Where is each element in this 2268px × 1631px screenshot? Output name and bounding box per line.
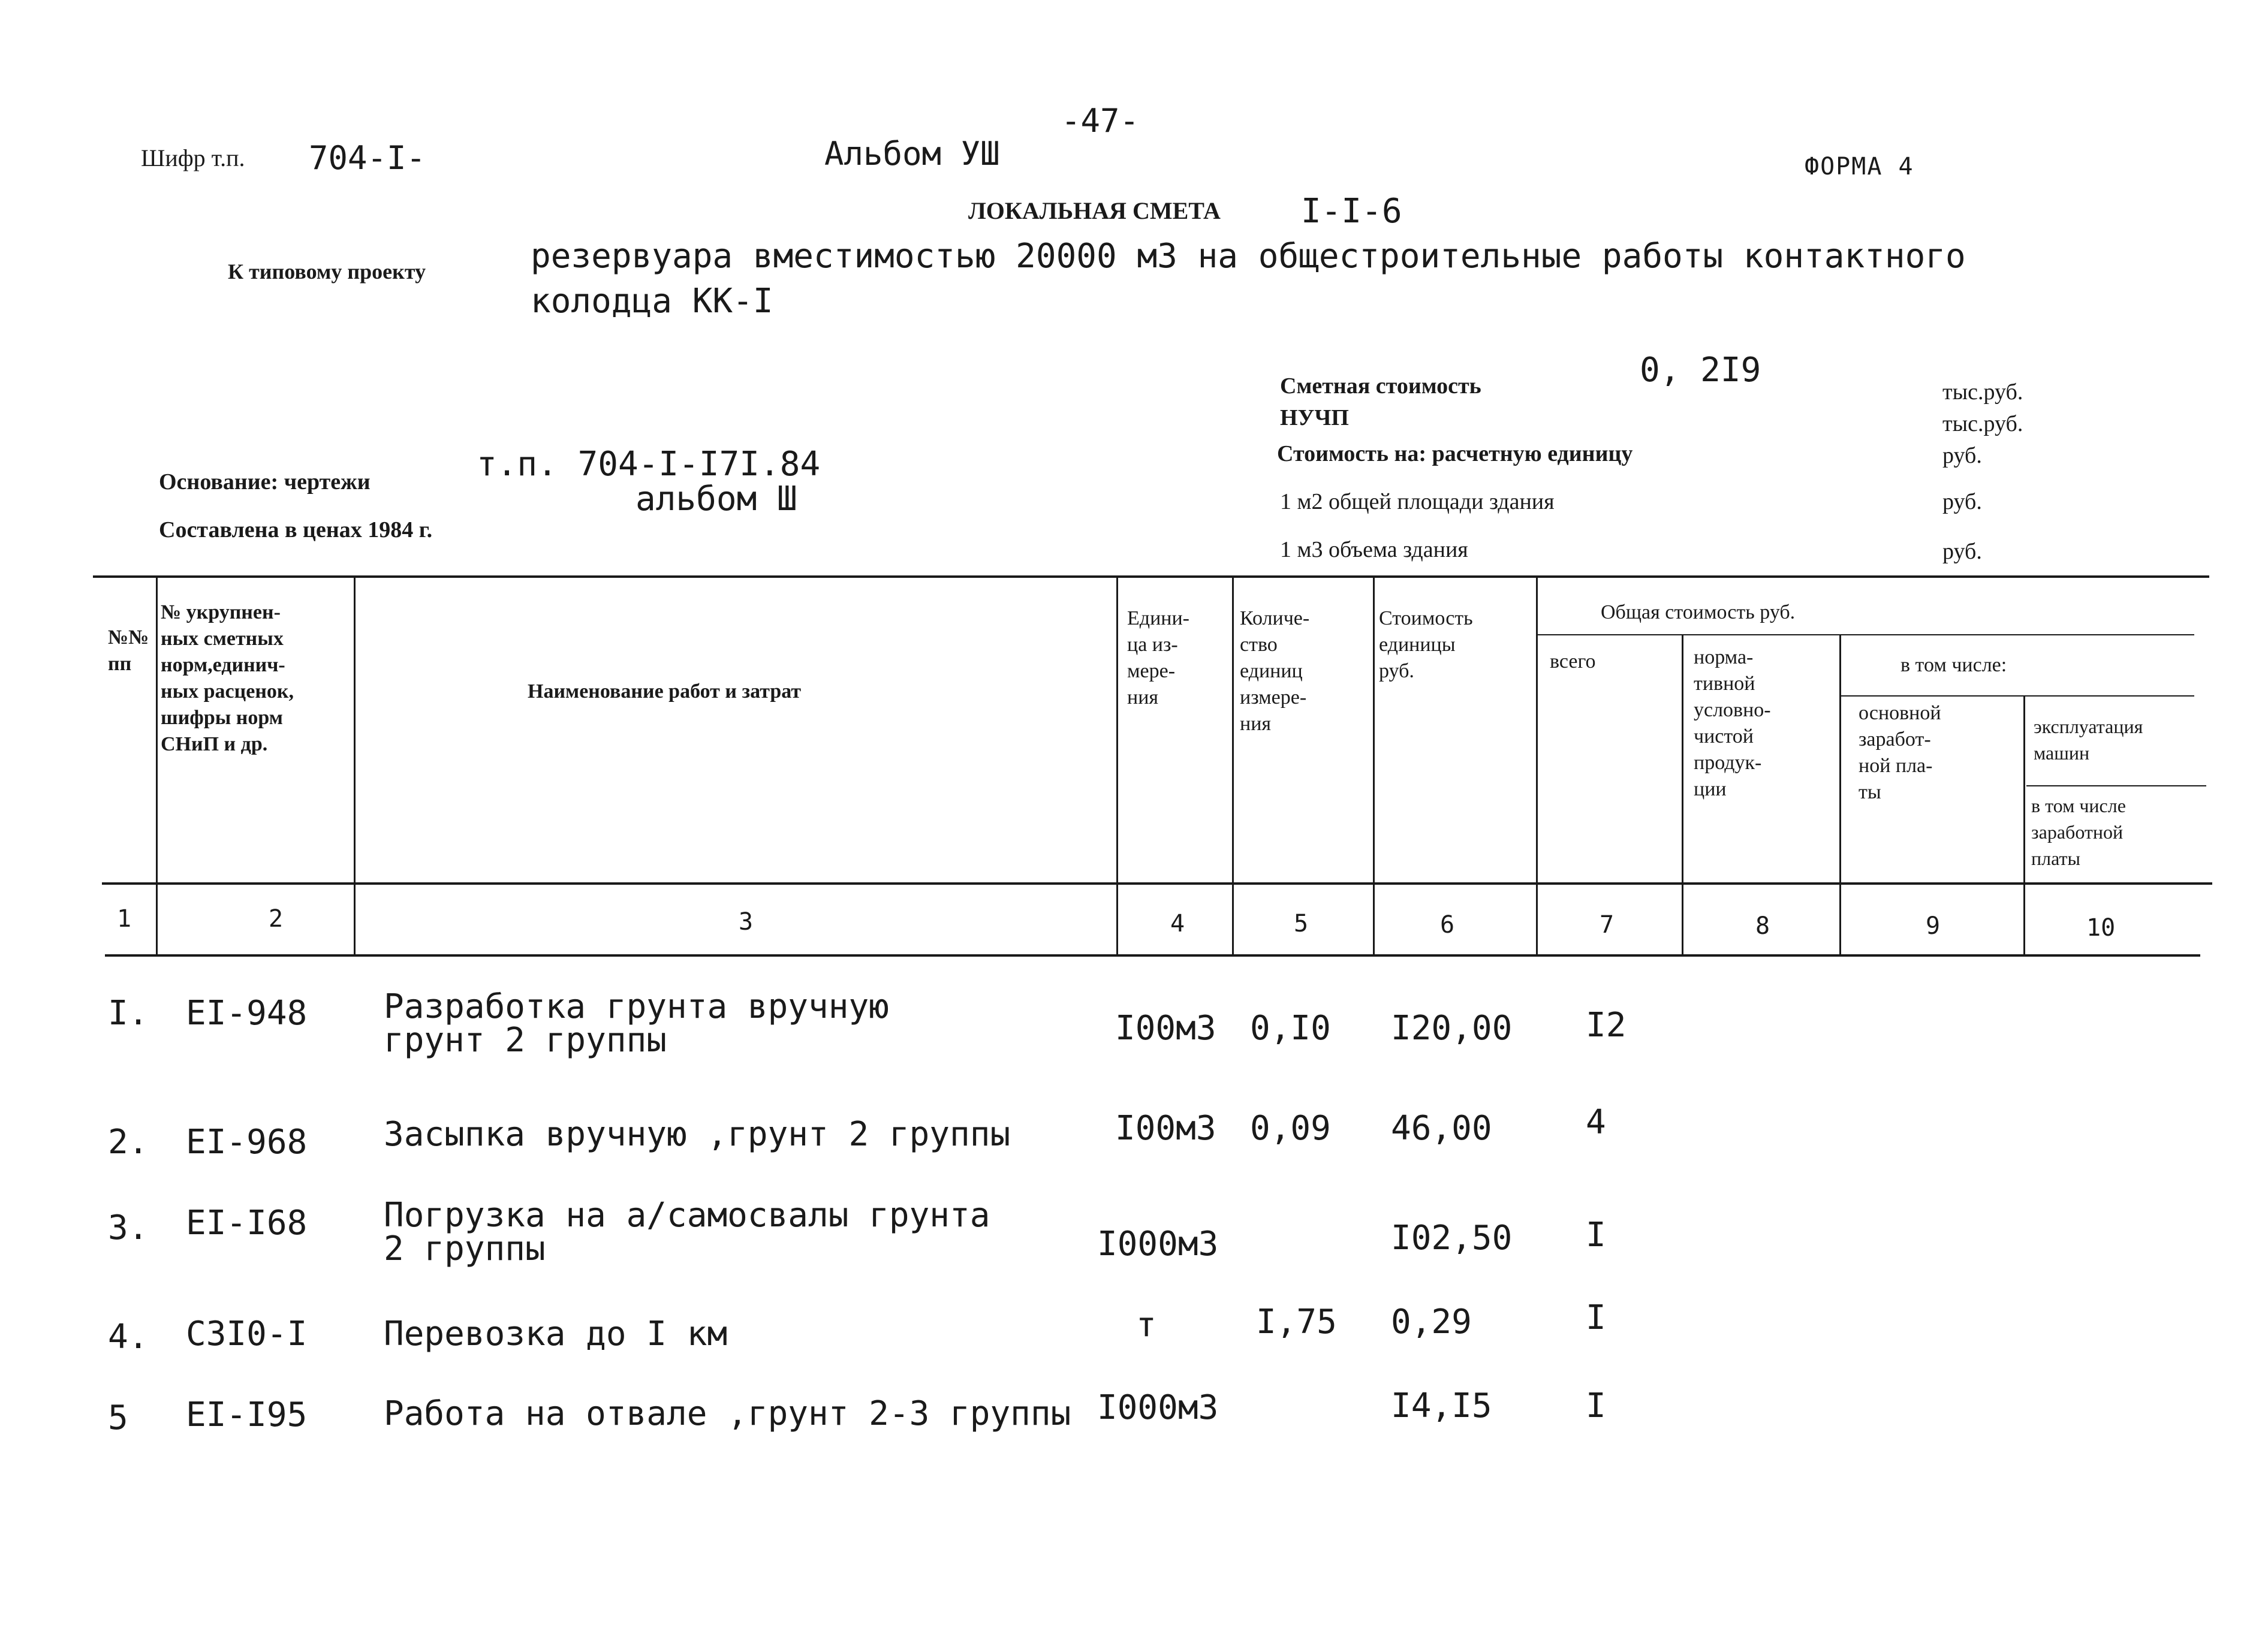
- row-unit: I000м3: [1097, 1388, 1219, 1427]
- column-number: 8: [1755, 912, 1770, 940]
- row-unit-price: I02,50: [1391, 1219, 1513, 1258]
- row-quantity: I,75: [1256, 1303, 1337, 1341]
- col-divider-1: [156, 577, 158, 954]
- row-total: I2: [1586, 1006, 1627, 1045]
- col-divider-5: [1373, 577, 1375, 954]
- row-name-line2: 2 группы: [384, 1229, 546, 1268]
- column-number: 7: [1600, 911, 1615, 939]
- col-divider-4: [1232, 577, 1234, 954]
- col-divider-6: [1536, 577, 1538, 954]
- row-unit: т: [1136, 1306, 1156, 1344]
- header-c6: Стоимость единицы руб.: [1379, 607, 1473, 682]
- col-divider-2: [354, 577, 356, 954]
- column-number: 4: [1170, 910, 1185, 937]
- row-code: C3I0-I: [186, 1315, 308, 1353]
- estimated-cost-unit: тыс.руб.: [1942, 379, 2023, 405]
- basis-value: т.п. 704-I-I7I.84: [477, 445, 821, 484]
- document-number: I-I-6: [1301, 192, 1402, 231]
- row-unit: I00м3: [1115, 1109, 1216, 1148]
- row-quantity: 0,I0: [1250, 1009, 1331, 1048]
- row-unit-price: I4,I5: [1391, 1386, 1492, 1425]
- estimated-cost-label: Сметная стоимость: [1280, 373, 1481, 399]
- row-code: EI-948: [186, 994, 308, 1033]
- row-unit-price: 0,29: [1391, 1303, 1472, 1341]
- header-c10: эксплуатация машин: [2034, 716, 2143, 764]
- row-code: EI-968: [186, 1123, 308, 1162]
- table-top-rule: [93, 575, 2209, 578]
- col-divider-7: [1682, 635, 1683, 954]
- col-divider-3: [1116, 577, 1118, 954]
- header-total-group: Общая стоимость руб.: [1601, 601, 1796, 623]
- shifr-label: Шифр т.п.: [141, 144, 245, 171]
- row-name: [384, 1116, 1010, 1153]
- row-total: I: [1586, 1386, 1606, 1425]
- document-title: ЛОКАЛЬНАЯ СМЕТА: [968, 197, 1221, 224]
- header-incl: в том числе:: [1900, 654, 2007, 676]
- row-name: [384, 1316, 727, 1353]
- to-project-label: К типовому проекту: [228, 260, 426, 284]
- column-number: 5: [1294, 910, 1309, 937]
- header-c10-sub: в том числе заработной платы: [2031, 795, 2126, 869]
- prices-year-label: Составлена в ценах 1984 г.: [159, 517, 433, 542]
- header-c1: №№ пп: [108, 626, 149, 675]
- row-name: [384, 987, 889, 1060]
- form-label: ФОРМА 4: [1805, 153, 1914, 180]
- col-divider-9: [2023, 697, 2025, 954]
- column-number: 1: [117, 905, 132, 933]
- row-number: 5: [108, 1398, 128, 1437]
- row-name-line2: грунт 2 группы: [384, 1021, 667, 1060]
- column-numbers-bottom-rule: [105, 954, 2200, 957]
- row-total: 4: [1586, 1103, 1606, 1142]
- row-unit: I00м3: [1115, 1009, 1216, 1048]
- column-number: 10: [2086, 914, 2116, 942]
- row-quantity: 0,09: [1250, 1109, 1331, 1148]
- header-c9: основной заработ- ной пла- ты: [1859, 702, 1941, 803]
- row-total: I: [1586, 1298, 1606, 1337]
- row-number: 4.: [108, 1318, 149, 1356]
- row-code: EI-I68: [186, 1204, 308, 1243]
- row-total: I: [1586, 1216, 1606, 1255]
- row-number: 2.: [108, 1123, 149, 1162]
- cost-per-unit-label: Стоимость на: расчетную единицу: [1277, 441, 1633, 466]
- group-header-rule: [1538, 634, 2194, 635]
- row-name-line1: Работа на отвале ,грунт 2-3 группы: [384, 1394, 1071, 1433]
- column-number: 9: [1926, 912, 1941, 940]
- cost-per-m3-label: 1 м3 объема здания: [1280, 537, 1468, 562]
- album-label: Альбом УШ: [824, 135, 1000, 173]
- row-unit: I000м3: [1097, 1225, 1219, 1264]
- project-description-line2: колодца КК-I: [531, 282, 773, 321]
- row-number: I.: [108, 994, 149, 1033]
- row-name-line1: Засыпка вручную ,грунт 2 группы: [384, 1115, 1011, 1154]
- shifr-value: 704-I-: [309, 139, 426, 177]
- header-bottom-rule: [102, 882, 2212, 885]
- row-name-line1: Разработка грунта вручную: [384, 987, 889, 1026]
- row-name: [384, 1196, 990, 1268]
- estimated-cost-value: 0, 2I9: [1640, 351, 1761, 390]
- header-c3: Наименование работ и затрат: [528, 680, 802, 703]
- header-c2: № укрупнен- ных сметных норм,единич- ных расценок, шифры норм СНиП и др.: [161, 601, 294, 755]
- row-code: EI-I95: [186, 1395, 308, 1434]
- row-name: [384, 1395, 1071, 1433]
- row-unit-price: I20,00: [1391, 1009, 1513, 1048]
- basis-label: Основание: чертежи: [159, 469, 371, 495]
- cost-per-unit-unit: руб.: [1942, 443, 1982, 468]
- row-name-line1: Погрузка на а/самосвалы грунта: [384, 1196, 990, 1235]
- header-c7: всего: [1550, 650, 1596, 673]
- c10-sub-rule: [2026, 785, 2206, 786]
- col-divider-8: [1839, 635, 1841, 954]
- row-name-line1: Перевозка до I км: [384, 1315, 728, 1353]
- column-number: 3: [739, 908, 754, 936]
- project-description-line1: резервуара вместимостью 20000 м3 на общестроительные работы контактного: [531, 237, 1966, 276]
- page-number: -47-: [1061, 102, 1140, 140]
- nuchp-label: НУЧП: [1280, 405, 1349, 430]
- cost-per-m2-unit: руб.: [1942, 489, 1982, 514]
- basis-album: альбом Ш: [635, 480, 797, 518]
- header-c5: Количе- ство единиц измере- ния: [1240, 607, 1310, 735]
- incl-header-rule: [1839, 695, 2194, 697]
- nuchp-unit: тыс.руб.: [1942, 411, 2023, 436]
- header-c8: норма- тивной условно- чистой продук- ции: [1694, 646, 1771, 800]
- row-unit-price: 46,00: [1391, 1109, 1492, 1148]
- column-number: 6: [1440, 911, 1455, 939]
- cost-per-m2-label: 1 м2 общей площади здания: [1280, 489, 1555, 514]
- row-number: 3.: [108, 1208, 149, 1247]
- column-number: 2: [269, 905, 284, 933]
- cost-per-m3-unit: руб.: [1942, 539, 1982, 564]
- header-c4: Едини- ца из- мере- ния: [1127, 607, 1189, 709]
